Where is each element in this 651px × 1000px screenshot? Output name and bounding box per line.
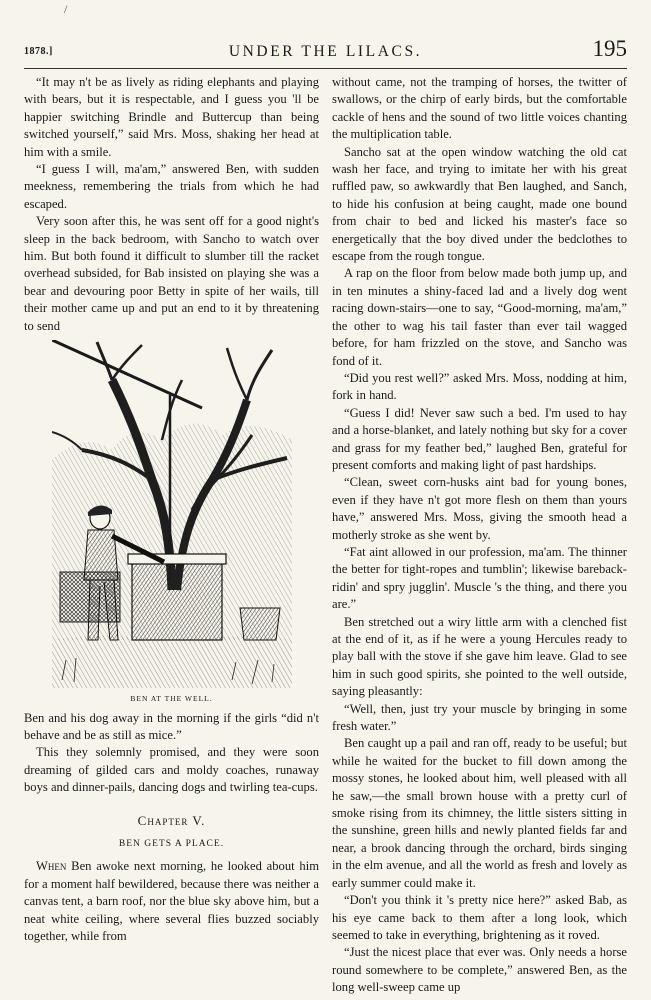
paragraph: A rap on the floor from below made both jump up, and in ten minutes a shiny-faced lad and a lively dog went racing down-stairs—one to say, “Good-morning, ma'am,” the other to wag his tail faster than ever tail wagged before, for ham frizzled on the stove, and Sancho was fond of it. [332,266,627,368]
paragraph: without came, not the tramping of horses, the twitter of swallows, or the chirp of early birds, but the comfortable cackle of hens and the sound of two little voices chanting the multiplication table. [332,75,627,142]
paragraph: “Did you rest well?” asked Mrs. Moss, nodding at him, fork in hand. [332,370,627,403]
paragraph: Ben caught up a pail and ran off, ready to be useful; but while he waited for the bucket to fill down among the mossy stones, he looked about him, well pleased with all he saw,—the small brown house with a pretty curl of smoke rising from its chimney, the little sisters sitting in the sunshine, green hills and newly planted fields far and near, a brook dancing through the orchard, birds singing in the elm avenue, and all the world as fresh and lovely as early summer could make it. [332,736,627,890]
left-column [24,74,319,945]
paragraph: When Ben awoke next morning, he looked about him for a moment half bewildered, because there was neither a canvas tent, a barn roof, nor the blue sky above him, but a neat white ceiling, where several flies buzzed sociably together, while from [24,859,319,943]
header-year: 1878.] [24,46,53,57]
right-column [332,74,627,997]
corner-mark: / [64,2,68,16]
paragraph: “Fat aint allowed in our profession, ma'am. The thinner the better for tight-ropes and tumblin'; likewise bareback-ridin' and spry jugglin'. Muscle 's the thing, and there you are.” [332,544,627,612]
well-sweep [52,340,202,408]
header-title: UNDER THE LILACS. [228,43,423,60]
chapter-heading: Chapter V. [137,812,206,828]
paragraph: “Don't you think it 's pretty nice here?” asked Bab, as his eye came back to them after a long look, which seemed to take in everything, brightening as it roved. [332,893,627,942]
wash-tub [240,608,280,640]
chapter-title: BEN GETS A PLACE. [118,838,225,849]
engraving-well-scene [52,340,292,688]
well-curb [132,560,222,640]
illustration-caption: BEN AT THE WELL. [130,694,213,704]
paragraph: Ben and his dog away in the morning if the girls “did n't behave and be as still as mice.” [24,710,319,742]
opening-word: When [36,859,67,874]
paragraph: “It may n't be as lively as riding elephants and playing with bears, but it is respectable, and I guess you 'll be happier switching Brindle and Buttercup than being switched yourself,” said Mrs. Moss, shaking her head at him with a smile. [24,75,319,159]
paragraph: Ben stretched out a wiry little arm with a clenched fist at the end of it, as if he were a young Hercules ready to play ball with the stove if she gave him leave. Glad to see him in such good spirits, she pointed to the well outside, saying pleasantly: [332,614,627,699]
page-number: 195 [592,36,627,61]
paragraph: “Clean, sweet corn-husks aint bad for young bones, even if they have n't got more flesh on them than yours have,” answered Mrs. Moss, giving the smooth head a motherly stroke as she went by. [332,475,627,542]
header-rule [24,68,627,69]
paragraph: “Guess I did! Never saw such a bed. I'm used to hay and a horse-blanket, and lately nothing but sky for a cover and grass for my feather bed,” laughed Ben, grateful for present comforts and making light of past hardships. [332,405,627,472]
illustration-ben-at-the-well [52,340,292,688]
paragraph: Very soon after this, he was sent off for a good night's sleep in the back bedroom, with Sancho to watch over him. But both found it difficult to slumber till the racket overhead subsided, for Bab insisted on playing she was a bear and devouring poor Betty in spite of her wails, till their mother came up and put an end to it by threatening to send [24,214,319,333]
ground-grass [52,636,292,689]
paragraph: “I guess I will, ma'am,” answered Ben, with sudden meekness, remembering the trials from which he had escaped. [24,162,319,211]
paragraph: “Just the nicest place that ever was. Only needs a horse round somewhere to be complete,” answered Ben, as the long well-sweep came up [332,945,627,995]
paragraph: This they solemnly promised, and they were soon dreaming of gilded cars and moldy coaches, runaway boys and dinner-pails, dancing dogs and twirling tea-cups. [24,745,319,795]
paragraph: Sancho sat at the open window watching the old cat wash her face, and trying to imitate her with his great ruffled paw, so awkwardly that Ben laughed, and Sanch, to hide his confusion at being caught, made one bound from chair to bed and licked his master's face so energetically that the boy dived under the bedclothes to escape from the rough tongue. [332,144,627,264]
paragraph: “Well, then, just try your muscle by bringing in some fresh water.” [332,701,627,734]
running-header [24,36,627,66]
